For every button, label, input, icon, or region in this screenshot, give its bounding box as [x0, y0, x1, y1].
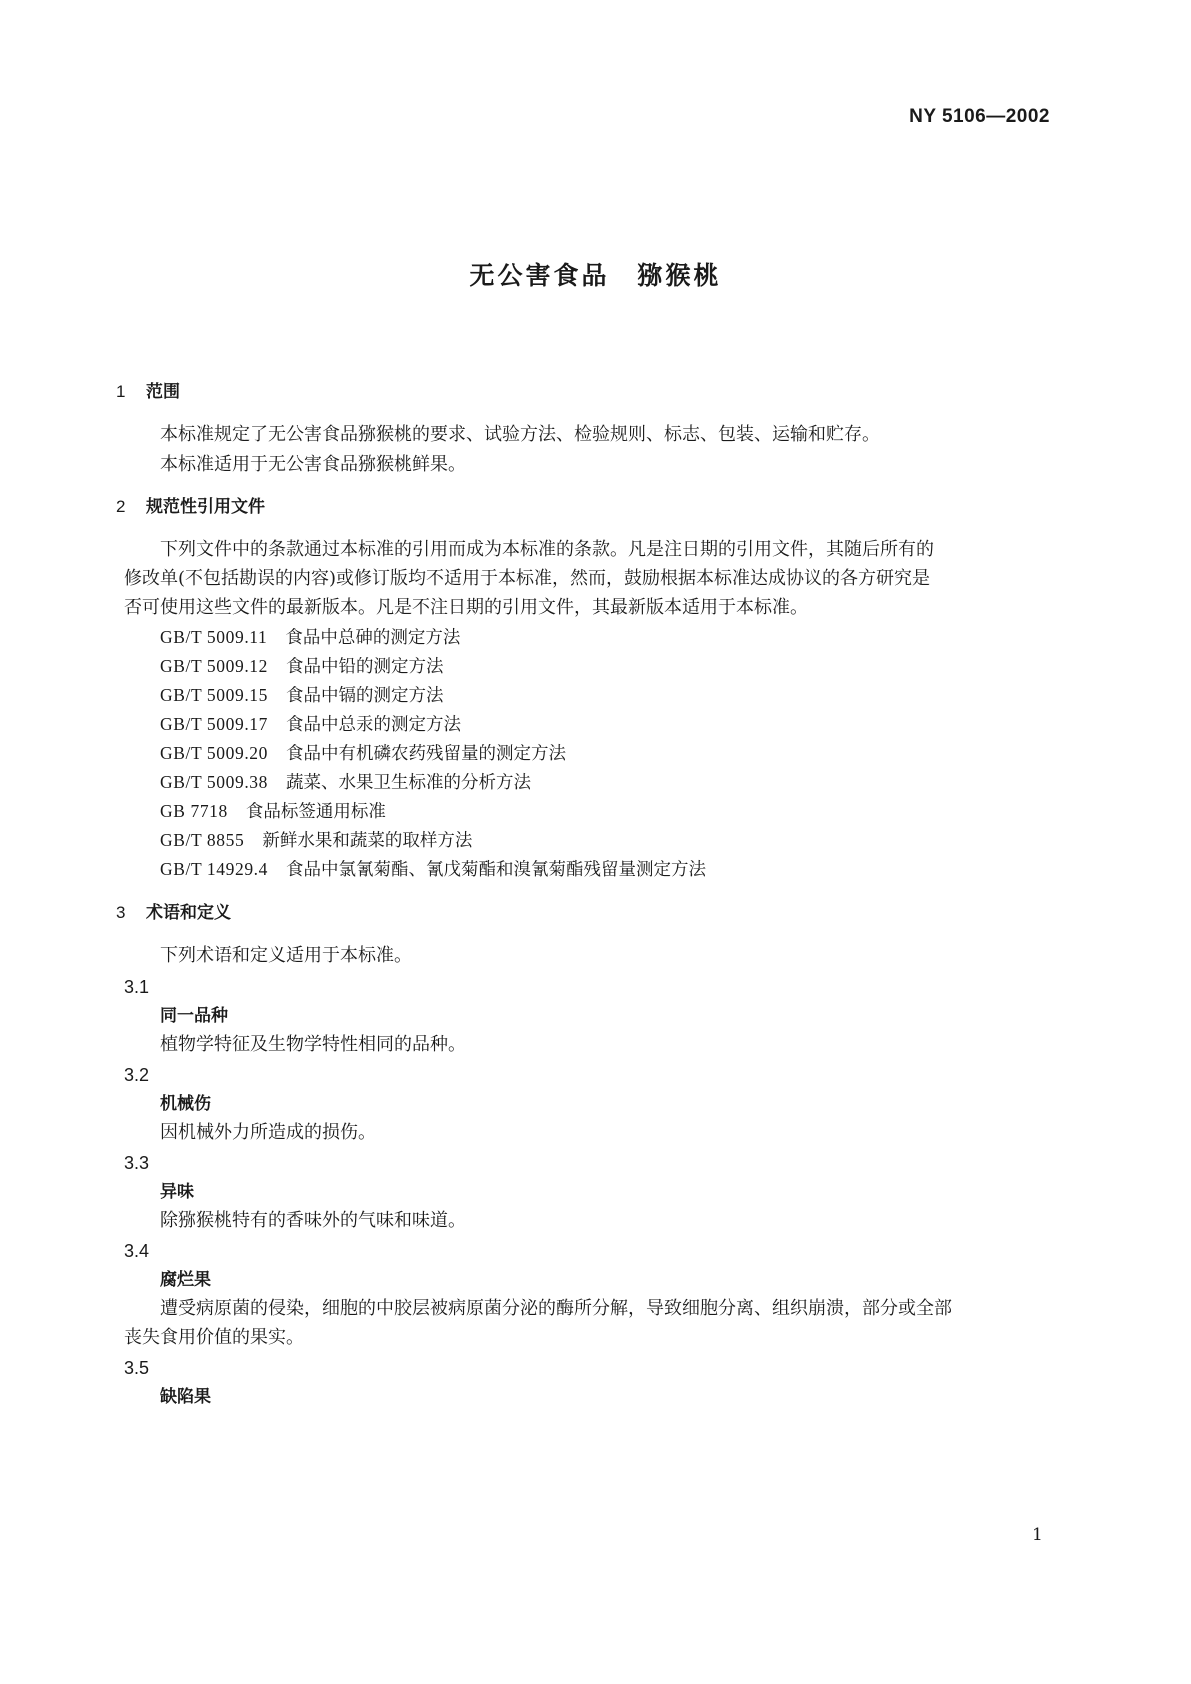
term-number: 3.2 — [124, 1065, 150, 1085]
section-1-heading — [116, 381, 180, 403]
reference-title: 食品中有机磷农药残留量的测定方法 — [286, 744, 566, 764]
paragraph-line: 下列文件中的条款通过本标准的引用而成为本标准的条款。凡是注日期的引用文件，其随后所有的 — [160, 539, 934, 560]
section-number: 3 — [116, 903, 126, 922]
section-number: 2 — [116, 497, 126, 516]
paragraph-line: 否可使用这些文件的最新版本。凡是不注日期的引用文件，其最新版本适用于本标准。 — [124, 597, 808, 618]
term-number: 3.1 — [124, 977, 150, 997]
reference-code: GB/T 5009.17 — [160, 714, 268, 734]
section-2-heading — [116, 496, 265, 518]
paragraph: 下列术语和定义适用于本标准。 — [160, 945, 412, 966]
section-title: 规范性引用文件 — [146, 497, 265, 517]
reference-title: 食品中氯氰菊酯、氰戊菊酯和溴氰菊酯残留量测定方法 — [286, 860, 706, 880]
term-name: 异味 — [160, 1182, 194, 1202]
term-name: 缺陷果 — [160, 1387, 211, 1407]
reference-code: GB/T 5009.38 — [160, 772, 268, 792]
section-3-heading — [116, 902, 231, 924]
document-title: 无公害食品 猕猴桃 — [469, 261, 722, 290]
reference-code: GB/T 8855 — [160, 830, 245, 850]
reference-title: 新鲜水果和蔬菜的取样方法 — [262, 831, 473, 851]
reference-code: GB 7718 — [160, 801, 228, 821]
reference-title: 食品中总汞的测定方法 — [286, 715, 461, 735]
standard-code: NY 5106—2002 — [909, 106, 1050, 127]
term-definition: 因机械外力所造成的损伤。 — [160, 1122, 376, 1143]
term-definition: 丧失食用价值的果实。 — [124, 1327, 304, 1348]
term-number: 3.3 — [124, 1153, 150, 1173]
paragraph: 本标准适用于无公害食品猕猴桃鲜果。 — [160, 454, 466, 475]
reference-item — [160, 771, 531, 794]
term-definition: 植物学特征及生物学特性相同的品种。 — [160, 1034, 466, 1055]
reference-title: 食品中镉的测定方法 — [286, 686, 444, 706]
section-title: 术语和定义 — [146, 903, 231, 923]
term-definition: 遭受病原菌的侵染，细胞的中胶层被病原菌分泌的酶所分解，导致细胞分离、组织崩溃，部分或全部 — [160, 1298, 952, 1319]
reference-code: GB/T 5009.15 — [160, 685, 268, 705]
reference-title: 食品标签通用标准 — [245, 802, 386, 822]
term-name: 腐烂果 — [160, 1270, 211, 1290]
reference-code: GB/T 5009.11 — [160, 627, 268, 647]
term-number: 3.5 — [124, 1358, 150, 1378]
section-title: 范围 — [146, 382, 180, 402]
reference-item — [160, 713, 461, 736]
reference-code: GB/T 5009.20 — [160, 743, 268, 763]
reference-code: GB/T 14929.4 — [160, 859, 268, 879]
reference-title: 食品中总砷的测定方法 — [285, 628, 461, 648]
page-number: 1 — [1032, 1525, 1043, 1545]
reference-item — [160, 829, 472, 852]
reference-code: GB/T 5009.12 — [160, 656, 268, 676]
reference-title: 蔬菜、水果卫生标准的分析方法 — [286, 773, 531, 793]
reference-title: 食品中铅的测定方法 — [286, 657, 444, 677]
term-name: 同一品种 — [160, 1006, 228, 1026]
term-name: 机械伤 — [160, 1094, 211, 1114]
reference-item — [160, 655, 444, 678]
term-number: 3.4 — [124, 1241, 150, 1261]
reference-item — [160, 626, 460, 649]
reference-item — [160, 858, 706, 881]
section-number: 1 — [116, 382, 126, 401]
reference-item — [160, 684, 444, 707]
paragraph-line: 修改单(不包括勘误的内容)或修订版均不适用于本标准，然而，鼓励根据本标准达成协议的各方研究是 — [124, 568, 931, 589]
paragraph: 本标准规定了无公害食品猕猴桃的要求、试验方法、检验规则、标志、包装、运输和贮存。 — [160, 424, 880, 445]
term-definition: 除猕猴桃特有的香味外的气味和味道。 — [160, 1210, 466, 1231]
reference-item — [160, 742, 566, 765]
reference-item — [160, 800, 386, 823]
